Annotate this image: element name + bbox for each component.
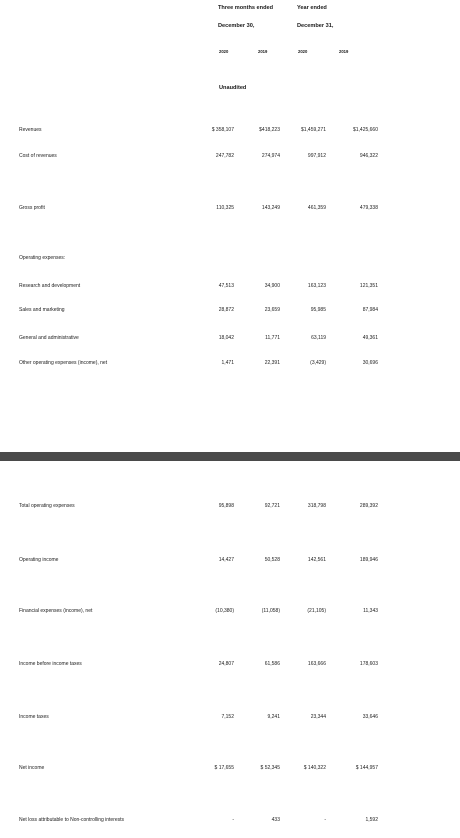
row-value: 479,338 <box>359 205 378 211</box>
row-value: $ 52,345 <box>260 765 280 771</box>
row-label: Research and development <box>19 283 81 289</box>
row-label: Income taxes <box>19 714 49 720</box>
row-value: 49,361 <box>362 335 378 341</box>
row-value: 50,528 <box>264 557 280 563</box>
row-value: 11,343 <box>363 608 378 614</box>
row-value: $ 140,322 <box>303 765 326 771</box>
row-value: $1,425,660 <box>352 127 378 133</box>
table-row <box>0 818 460 826</box>
row-value: 34,900 <box>264 283 280 289</box>
header-year: 2019 <box>339 49 349 54</box>
row-value: 92,721 <box>264 503 280 509</box>
table-row <box>0 715 460 723</box>
row-label: Other operating expenses (income), net <box>19 360 108 366</box>
row-label: Operating income <box>19 557 59 563</box>
row-label: Total operating expenses <box>19 503 75 509</box>
row-label: Financial expenses (income), net <box>19 608 93 614</box>
row-value: 11,771 <box>265 335 280 341</box>
row-value: 318,798 <box>307 503 326 509</box>
row-value: (10,380) <box>215 608 234 614</box>
header-group1-line1: Three months ended <box>218 5 274 11</box>
row-label: Gross profit <box>19 205 45 211</box>
row-value: 461,359 <box>307 205 326 211</box>
row-value: 7,152 <box>221 714 234 720</box>
header-group2-line2: December 31, <box>297 23 334 29</box>
row-label: Cost of revenues <box>19 153 57 159</box>
row-value: 1,471 <box>221 360 234 366</box>
header-group2-line1: Year ended <box>297 5 327 11</box>
table-row <box>0 308 460 316</box>
row-value: (11,058) <box>261 608 280 614</box>
row-value: 18,042 <box>218 335 234 341</box>
row-value: $418,223 <box>259 127 280 133</box>
row-label: General and administrative <box>19 335 79 341</box>
row-value: 247,782 <box>215 153 234 159</box>
row-value: $ 144,957 <box>355 765 378 771</box>
row-label: Net loss attributable to Non-controlling interests <box>19 817 125 823</box>
row-value: 63,119 <box>311 335 326 341</box>
row-value: 28,872 <box>218 307 234 313</box>
row-value: 9,241 <box>267 714 280 720</box>
table-row <box>0 558 460 566</box>
row-value: 33,646 <box>362 714 378 720</box>
table-row <box>0 284 460 292</box>
table-row <box>0 256 460 264</box>
row-value: 22,391 <box>264 360 280 366</box>
row-value: 23,659 <box>264 307 280 313</box>
section-label: Operating expenses: <box>19 255 66 261</box>
unaudited-label: Unaudited <box>219 85 247 91</box>
header-year: 2020 <box>298 49 308 54</box>
page-break-divider <box>0 452 460 461</box>
row-value: 143,249 <box>261 205 280 211</box>
header-year: 2020 <box>219 49 229 54</box>
row-value: $1,459,271 <box>300 127 326 133</box>
row-value: 1,592 <box>365 817 378 823</box>
row-value: 23,344 <box>310 714 326 720</box>
row-label: Net income <box>19 765 45 771</box>
row-value: 433 <box>271 817 280 823</box>
row-value: (3,429) <box>310 360 326 366</box>
table-row <box>0 504 460 512</box>
table-row <box>0 206 460 214</box>
table-row <box>0 336 460 344</box>
row-value: 110,325 <box>216 205 234 211</box>
row-label: Revenues <box>19 127 42 133</box>
table-row <box>0 609 460 617</box>
row-value: - <box>324 817 326 823</box>
row-value: 163,666 <box>307 661 326 667</box>
header-group1-line2: December 30, <box>218 23 255 29</box>
row-value: 163,123 <box>307 283 326 289</box>
table-row <box>0 361 460 369</box>
row-value: 142,561 <box>307 557 326 563</box>
row-label: Income before income taxes <box>19 661 82 667</box>
table-row <box>0 662 460 670</box>
table-row <box>0 154 460 162</box>
row-value: 30,696 <box>362 360 378 366</box>
header-year: 2019 <box>258 49 268 54</box>
row-label: Sales and marketing <box>19 307 65 313</box>
row-value: $ 17,655 <box>214 765 234 771</box>
row-value: - <box>232 817 234 823</box>
row-value: 178,603 <box>359 661 378 667</box>
row-value: $ 358,107 <box>211 127 234 133</box>
row-value: 946,322 <box>359 153 378 159</box>
row-value: 61,586 <box>264 661 280 667</box>
table-row <box>0 128 460 136</box>
table-row <box>0 766 460 774</box>
row-value: 274,974 <box>261 153 280 159</box>
row-value: 997,912 <box>307 153 326 159</box>
row-value: 47,513 <box>218 283 234 289</box>
row-value: 121,351 <box>359 283 378 289</box>
row-value: (21,105) <box>307 608 326 614</box>
row-value: 14,427 <box>218 557 234 563</box>
row-value: 87,984 <box>362 307 378 313</box>
row-value: 289,392 <box>359 503 378 509</box>
row-value: 24,807 <box>218 661 234 667</box>
row-value: 95,985 <box>310 307 326 313</box>
row-value: 95,898 <box>218 503 234 509</box>
row-value: 189,946 <box>359 557 378 563</box>
